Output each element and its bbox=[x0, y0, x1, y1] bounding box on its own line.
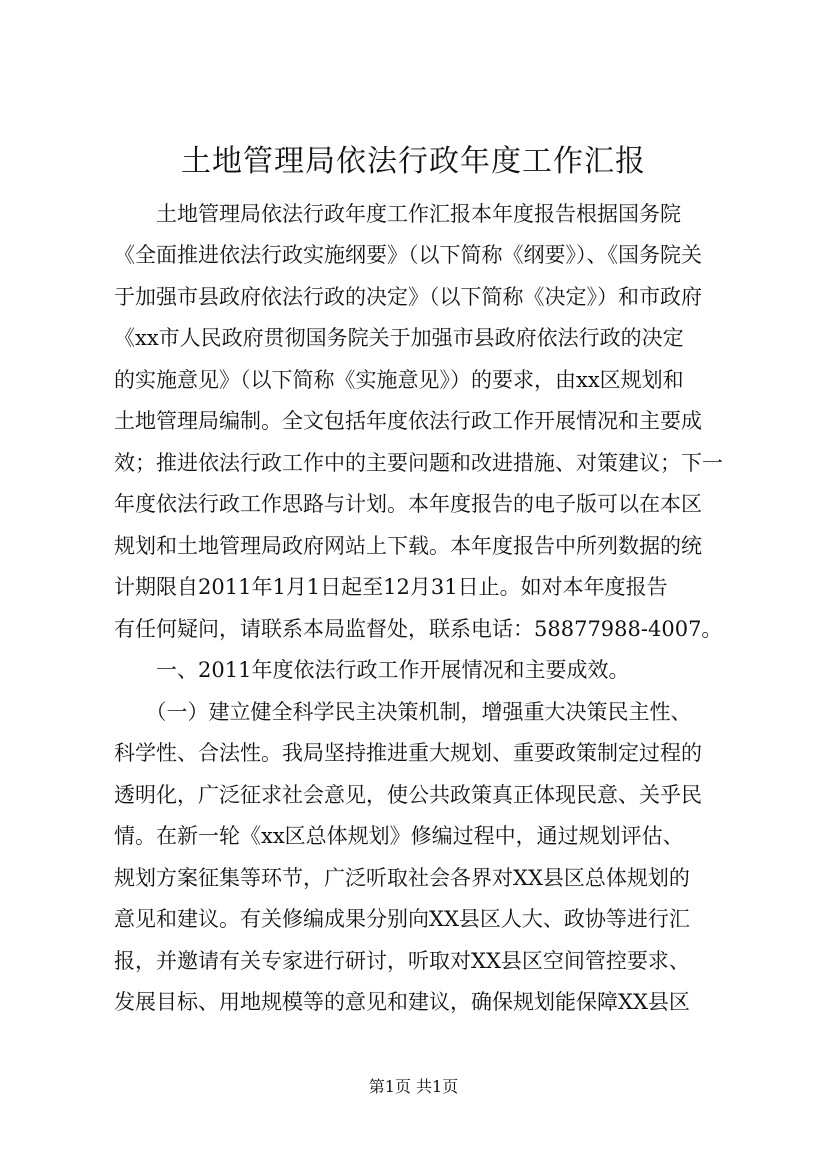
body-line: 效；推进依法行政工作中的主要问题和改进措施、对策建议；下一 bbox=[114, 451, 723, 475]
body-line: 年度依法行政工作思路与计划。本年度报告的电子版可以在本区 bbox=[114, 492, 702, 516]
body-line: 《全面推进依法行政实施纲要》（以下简称《纲要》）、《国务院关 bbox=[114, 243, 702, 267]
body-line: 报，并邀请有关专家进行研讨，听取对XX县区空间管控要求、 bbox=[114, 949, 690, 973]
body-line: 土地管理局依法行政年度工作汇报本年度报告根据国务院 bbox=[114, 202, 681, 226]
body-line: 的实施意见》（以下简称《实施意见》）的要求，由xx区规划和 bbox=[114, 368, 684, 392]
body-line: 于加强市县政府依法行政的决定》（以下简称《决定》）和市政府 bbox=[114, 285, 702, 309]
body-line: 透明化，广泛征求社会意见，使公共政策真正体现民意、关乎民 bbox=[114, 783, 702, 807]
page-footer: 第1页 共1页 bbox=[368, 1077, 459, 1096]
subsection-heading-line: （一）建立健全科学民主决策机制，增强重大决策民主性、 bbox=[114, 700, 692, 724]
section-heading: 一、2011年度依法行政工作开展情况和主要成效。 bbox=[114, 658, 630, 682]
body-line: 情。在新一轮《xx区总体规划》修编过程中，通过规划评估、 bbox=[114, 824, 684, 848]
body-line: 发展目标、用地规模等的意见和建议，确保规划能保障XX县区 bbox=[114, 990, 690, 1014]
body-line: 有任何疑问，请联系本局监督处，联系电话：58877988-4007。 bbox=[114, 617, 723, 641]
body-line: 科学性、合法性。我局坚持推进重大规划、重要政策制定过程的 bbox=[114, 741, 702, 765]
body-line: 土地管理局编制。全文包括年度依法行政工作开展情况和主要成 bbox=[114, 409, 702, 433]
body-line: 规划和土地管理局政府网站上下载。本年度报告中所列数据的统 bbox=[114, 534, 702, 558]
body-line: 计期限自2011年1月1日起至12月31日止。如对本年度报告 bbox=[114, 575, 668, 599]
body-line: 《xx市人民政府贯彻国务院关于加强市县政府依法行政的决定 bbox=[114, 326, 684, 350]
document-title: 土地管理局依法行政年度工作汇报 bbox=[181, 144, 646, 179]
body-line: 规划方案征集等环节，广泛听取社会各界对XX县区总体规划的 bbox=[114, 866, 690, 890]
body-line: 意见和建议。有关修编成果分别向XX县区人大、政协等进行汇 bbox=[114, 907, 690, 931]
